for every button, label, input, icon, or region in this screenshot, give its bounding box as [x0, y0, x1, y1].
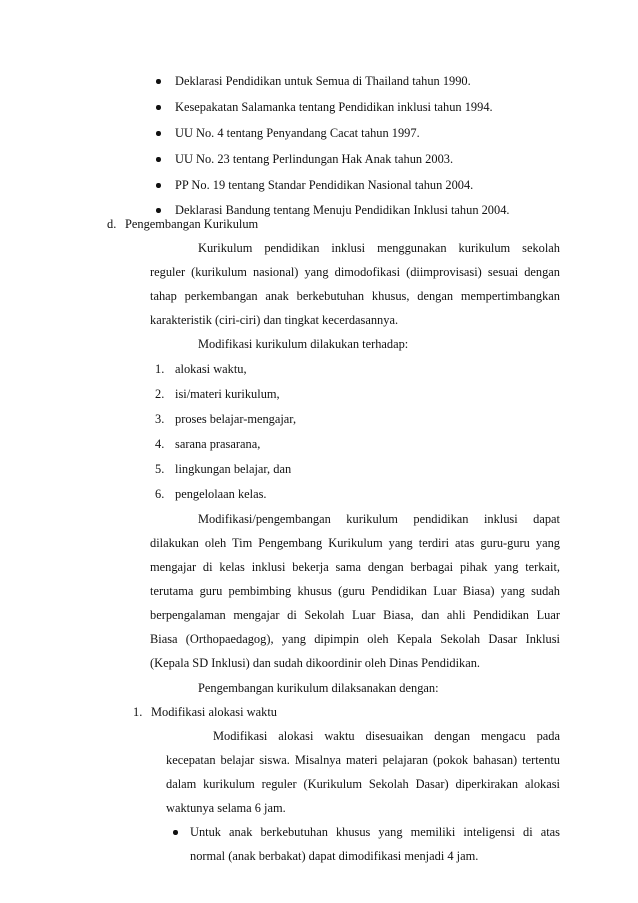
- list-item: UU No. 4 tentang Penyandang Cacat tahun 1997.: [175, 126, 420, 140]
- paragraph-line: berpengalaman mengajar di Sekolah Luar Biasa, dan ahli Pendidikan Luar: [150, 608, 560, 622]
- bullet-icon: [156, 105, 161, 110]
- paragraph-line: normal (anak berbakat) dapat dimodifikasi menjadi 4 jam.: [190, 849, 479, 863]
- paragraph-line: kecepatan belajar siswa. Misalnya materi pelajaran (pokok bahasan) tertentu: [166, 753, 560, 767]
- list-item: Deklarasi Pendidikan untuk Semua di Thailand tahun 1990.: [175, 74, 471, 88]
- paragraph-line: (Kepala SD Inklusi) dan sudah dikoordinir oleh Dinas Pendidikan.: [150, 656, 481, 670]
- paragraph-line: Modifikasi/pengembangan kurikulum pendidikan inklusi dapat: [198, 512, 560, 526]
- list-item: PP No. 19 tentang Standar Pendidikan Nasional tahun 2004.: [175, 178, 474, 192]
- paragraph-line: Biasa (Orthopaedagog), yang dipimpin oleh Kepala Sekolah Dasar Inklusi: [150, 632, 560, 646]
- list-number: 1.: [155, 362, 165, 376]
- bullet-icon: [156, 208, 161, 213]
- list-item: sarana prasarana,: [175, 437, 261, 451]
- bullet-icon: [156, 157, 161, 162]
- list-number: 6.: [155, 487, 165, 501]
- paragraph-line: tahap perkembangan anak berkebutuhan khusus, dengan mempertimbangkan: [150, 289, 560, 303]
- list-number: 3.: [155, 412, 165, 426]
- paragraph-line: Pengembangan kurikulum dilaksanakan dengan:: [198, 681, 439, 695]
- section-heading: Pengembangan Kurikulum: [125, 217, 259, 231]
- bullet-icon: [156, 183, 161, 188]
- paragraph-line: Kurikulum pendidikan inklusi menggunakan kurikulum sekolah: [198, 241, 560, 255]
- list-number: 2.: [155, 387, 165, 401]
- section-marker: d.: [107, 217, 117, 231]
- paragraph-line: mengajar di kelas inklusi bekerja sama dengan berbagai pihak yang terkait,: [150, 560, 560, 574]
- list-number: 5.: [155, 462, 165, 476]
- list-item: isi/materi kurikulum,: [175, 387, 280, 401]
- paragraph-line: terutama guru pembimbing khusus (guru Pendidikan Luar Biasa) yang sudah: [150, 584, 560, 598]
- list-item: UU No. 23 tentang Perlindungan Hak Anak tahun 2003.: [175, 152, 454, 166]
- paragraph-line: karakteristik (ciri-ciri) dan tingkat kecerdasannya.: [150, 313, 399, 327]
- list-item: lingkungan belajar, dan: [175, 462, 292, 476]
- list-item: pengelolaan kelas.: [175, 487, 267, 501]
- list-item: proses belajar-mengajar,: [175, 412, 297, 426]
- list-item: Deklarasi Bandung tentang Menuju Pendidikan Inklusi tahun 2004.: [175, 203, 510, 217]
- paragraph-line: dalam kurikulum reguler (Kurikulum Sekolah Dasar) diperkirakan alokasi: [166, 777, 560, 791]
- paragraph-line: dilakukan oleh Tim Pengembang Kurikulum yang terdiri atas guru-guru yang: [150, 536, 560, 550]
- bullet-icon: [156, 79, 161, 84]
- paragraph-line: Modifikasi alokasi waktu disesuaikan dengan mengacu pada: [213, 729, 560, 743]
- list-item: Kesepakatan Salamanka tentang Pendidikan inklusi tahun 1994.: [175, 100, 493, 114]
- paragraph-line: reguler (kurikulum nasional) yang dimodofikasi (diimprovisasi) sesuai dengan: [150, 265, 560, 279]
- bullet-icon: [156, 131, 161, 136]
- list-number: 4.: [155, 437, 165, 451]
- subsection-heading: Modifikasi alokasi waktu: [151, 705, 277, 719]
- subsection-number: 1.: [133, 705, 143, 719]
- bullet-icon: [173, 830, 178, 835]
- paragraph-line: waktunya selama 6 jam.: [166, 801, 286, 815]
- paragraph-line: Modifikasi kurikulum dilakukan terhadap:: [198, 337, 409, 351]
- paragraph-line: Untuk anak berkebutuhan khusus yang memiliki inteligensi di atas: [190, 825, 560, 839]
- list-item: alokasi waktu,: [175, 362, 247, 376]
